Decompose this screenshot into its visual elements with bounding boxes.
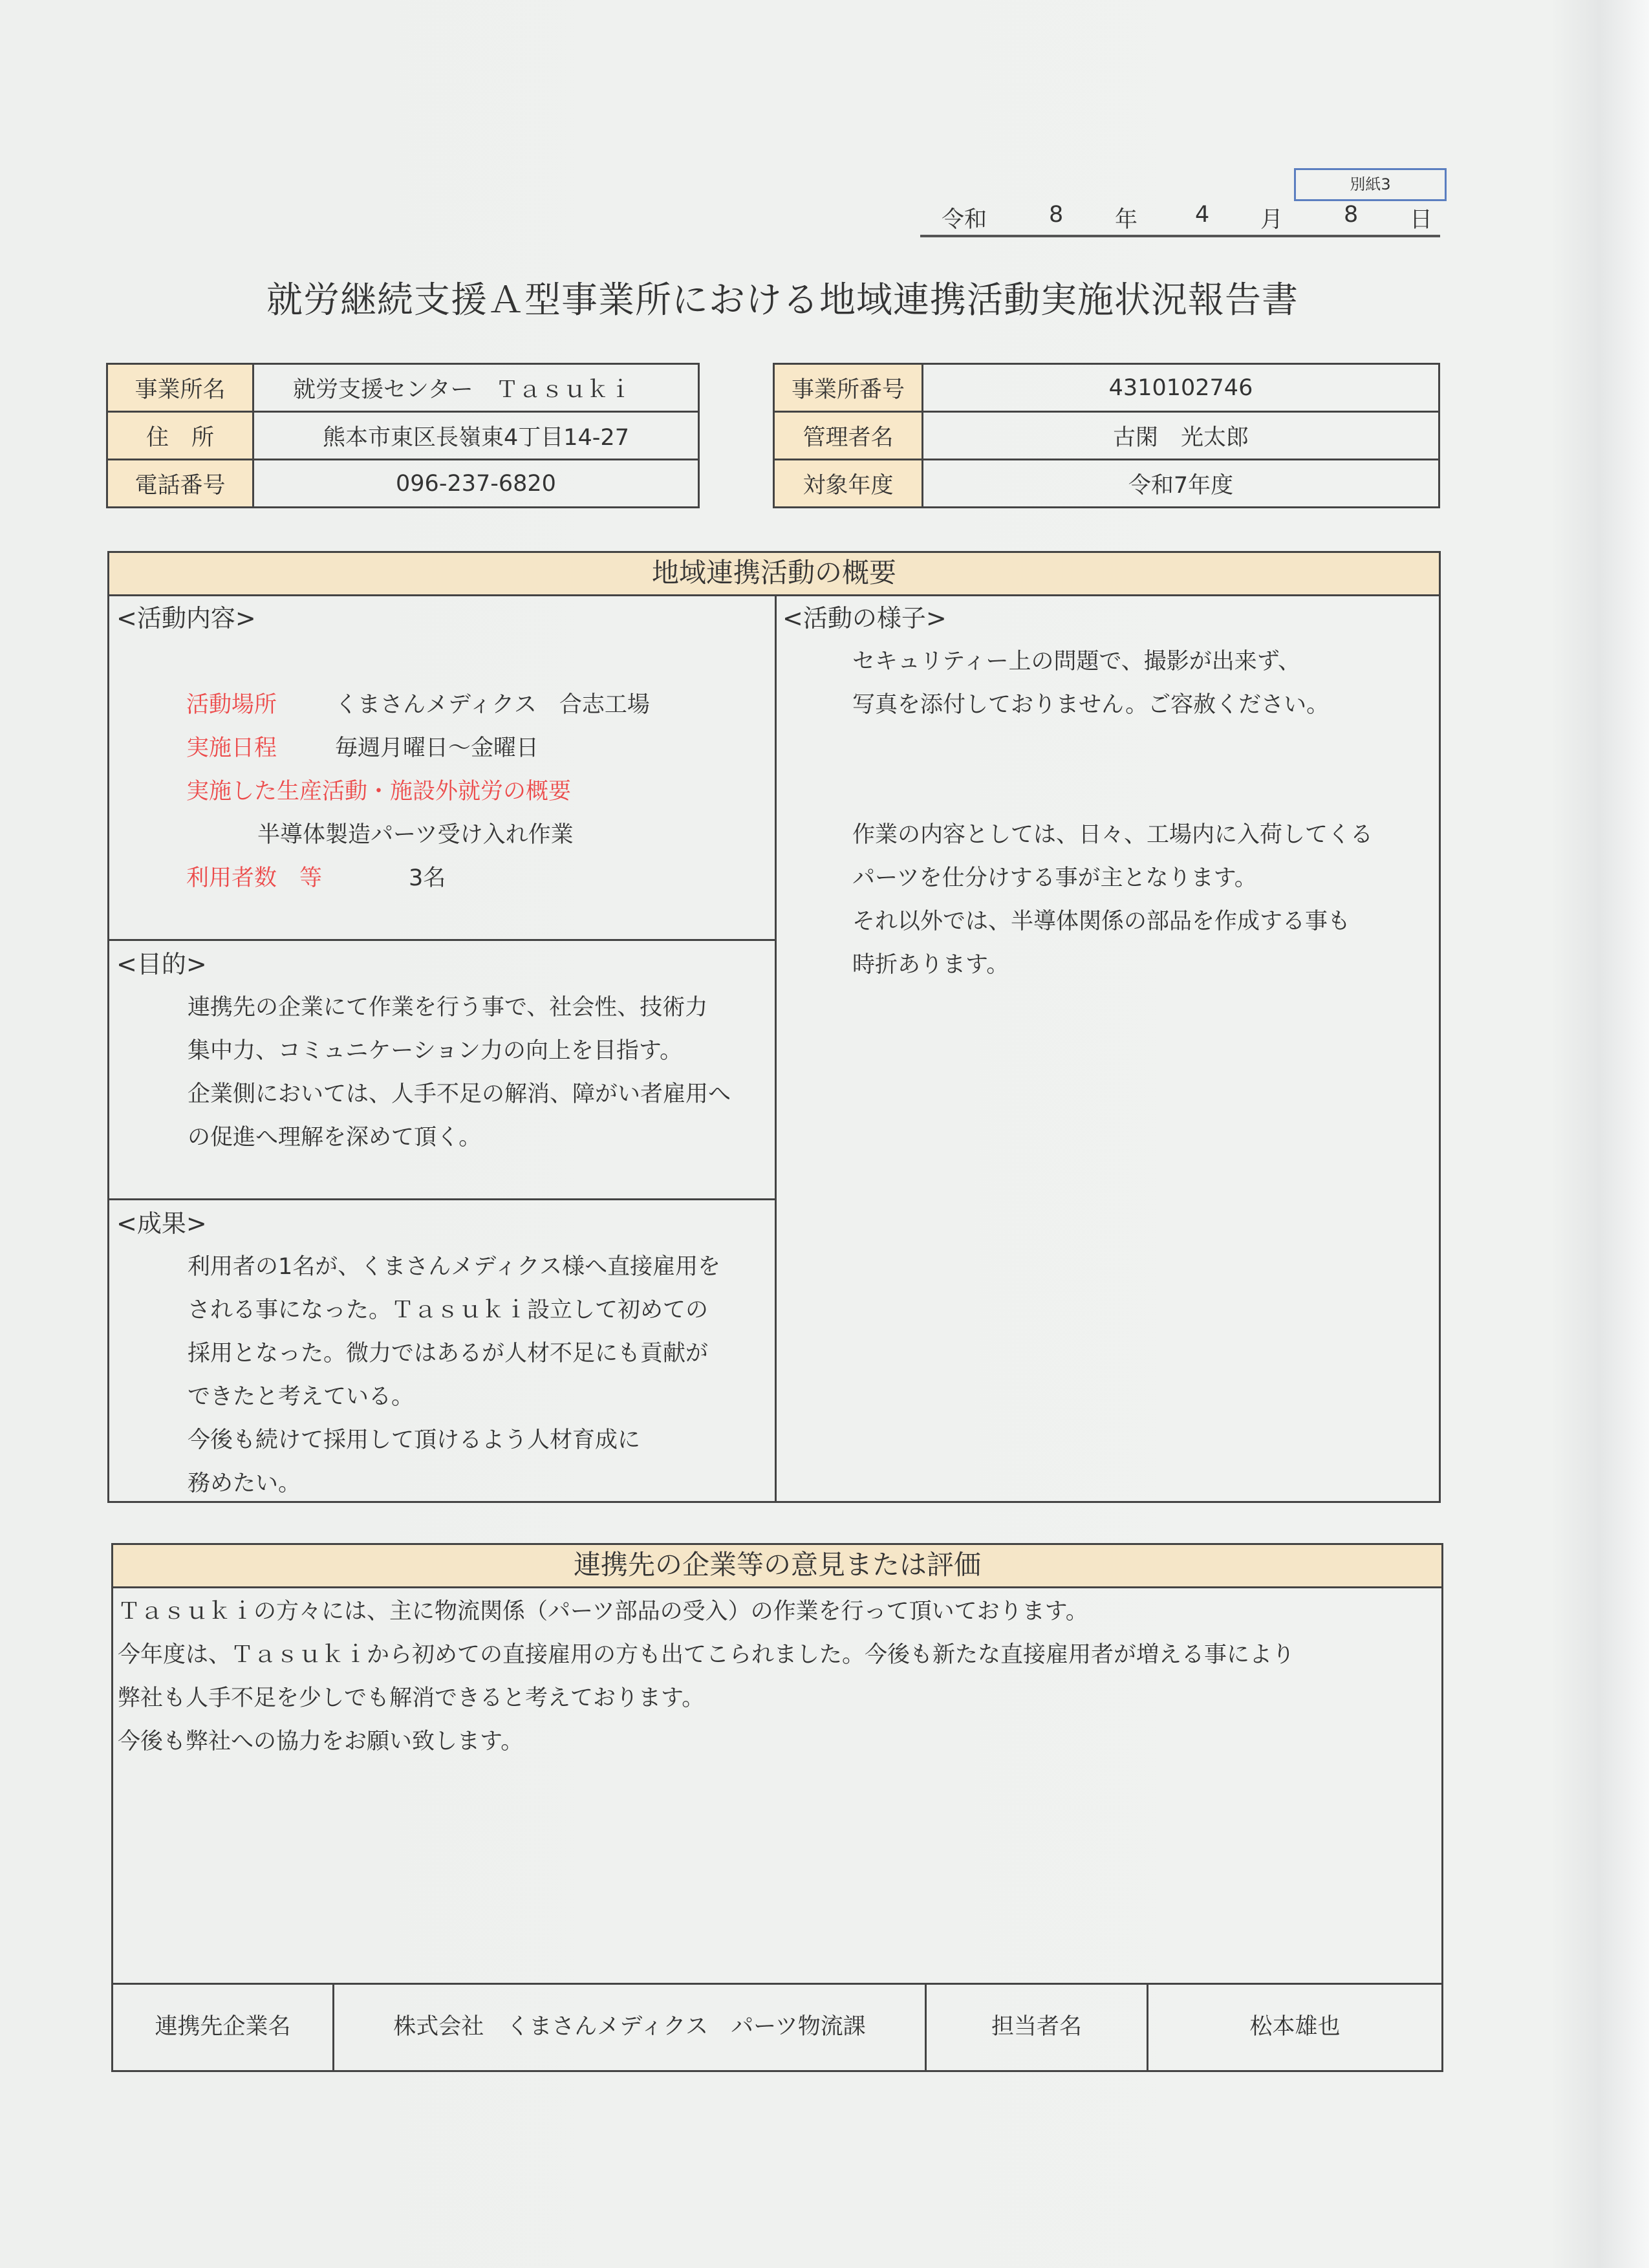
evaluation-footer-divider — [111, 1983, 1443, 1985]
purpose-line: 企業側においては、人手不足の解消、障がい者雇用へ — [188, 1081, 731, 1107]
contact-person-value: 松本雄也 — [1249, 2014, 1341, 2040]
production-label: 実施した生産活動・施設外就労の概要 — [186, 779, 572, 805]
scene-line: それ以外では、半導体関係の部品を作成する事も — [852, 909, 1351, 934]
office-name-label: 事業所名 — [107, 364, 253, 412]
manager-value: 古閑 光太郎 — [923, 412, 1439, 460]
evaluation-line: 今年度は、Ｔａｓｕｋｉから初めての直接雇用の方も出てこられました。今後も新たな直接雇用者が増える事により — [118, 1642, 1295, 1668]
purpose-result-divider — [107, 1198, 776, 1200]
purpose-line: 集中力、コミュニケーション力の向上を目指す。 — [188, 1038, 683, 1064]
manager-label: 管理者名 — [774, 412, 923, 460]
result-line: 利用者の1名が、くまさんメディクス様へ直接雇用を — [188, 1254, 721, 1280]
purpose-line: 連携先の企業にて作業を行う事で、社会性、技術力 — [188, 995, 708, 1021]
contact-person-label: 担当者名 — [991, 2014, 1082, 2040]
result-line: 採用となった。微力ではあるが人材不足にも貢献が — [188, 1341, 709, 1366]
date-underline — [920, 235, 1440, 237]
scene-heading: <活動の様子> — [782, 604, 947, 632]
activity-purpose-divider — [107, 939, 776, 941]
result-heading: <成果> — [116, 1209, 207, 1238]
evaluation-header: 連携先の企業等の意見または評価 — [111, 1543, 1443, 1588]
date-day-unit: 日 — [1410, 207, 1433, 233]
phone-value: 096-237-6820 — [253, 460, 699, 508]
date-day: 8 — [1344, 202, 1359, 228]
date-month-unit: 月 — [1260, 207, 1284, 233]
office-name-value: 就労支援センター Ｔａｓｕｋｉ — [253, 364, 699, 412]
evaluation-line: 今後も弊社への協力をお願い致します。 — [118, 1729, 524, 1755]
office-number-label: 事業所番号 — [774, 364, 923, 412]
scene-line: 時折あります。 — [852, 952, 1009, 978]
scene-line: 作業の内容としては、日々、工場内に入荷してくる — [852, 822, 1374, 848]
target-year-value: 令和7年度 — [923, 460, 1439, 508]
purpose-line: の促進へ理解を深めて頂く。 — [188, 1125, 482, 1150]
date-year: 8 — [1049, 202, 1064, 228]
result-line: される事になった。Ｔａｓｕｋｉ設立して初めての — [188, 1297, 709, 1323]
address-value: 熊本市東区長嶺東4丁目14-27 — [253, 412, 699, 460]
evaluation-line: Ｔａｓｕｋｉの方々には、主に物流関係（パーツ部品の受入）の作業を行って頂いております。 — [118, 1599, 1088, 1625]
evaluation-line: 弊社も人手不足を少しでも解消できると考えております。 — [118, 1685, 705, 1711]
overview-header: 地域連携活動の概要 — [107, 551, 1441, 596]
place-label: 活動場所 — [186, 692, 277, 718]
purpose-heading: <目的> — [116, 950, 207, 978]
users-value: 3名 — [409, 865, 446, 891]
partner-company-label: 連携先企業名 — [155, 2014, 291, 2040]
address-label: 住 所 — [107, 412, 253, 460]
scene-line: 写真を添付しておりません。ご容赦ください。 — [852, 692, 1330, 718]
scene-line: パーツを仕分けする事が主となります。 — [852, 865, 1257, 891]
office-meta-table — [773, 363, 1440, 508]
result-line: 務めたい。 — [188, 1471, 301, 1496]
result-line: 今後も続けて採用して頂けるよう人材育成に — [188, 1427, 641, 1453]
place-value: くまさんメディクス 合志工場 — [335, 692, 650, 718]
schedule-value: 毎週月曜日～金曜日 — [335, 735, 539, 761]
office-info-table — [106, 363, 700, 508]
overview-column-divider — [775, 595, 777, 1502]
date-month: 4 — [1195, 202, 1210, 228]
production-value: 半導体製造パーツ受け入れ作業 — [257, 822, 574, 848]
attachment-label: 別紙3 — [1294, 168, 1447, 201]
partner-company-value: 株式会社 くまさんメディクス パーツ物流課 — [393, 2014, 866, 2040]
result-line: できたと考えている。 — [188, 1384, 415, 1410]
activity-heading: <活動内容> — [116, 604, 256, 632]
target-year-label: 対象年度 — [774, 460, 923, 508]
date-era: 令和 — [942, 207, 987, 233]
schedule-label: 実施日程 — [186, 735, 277, 761]
document-title: 就労継続支援Ａ型事業所における地域連携活動実施状況報告書 — [266, 279, 1299, 321]
users-label: 利用者数 等 — [186, 865, 323, 891]
office-number-value: 4310102746 — [923, 364, 1439, 412]
date-year-unit: 年 — [1115, 207, 1138, 233]
phone-label: 電話番号 — [107, 460, 253, 508]
scene-line: セキュリティー上の問題で、撮影が出来ず、 — [852, 649, 1301, 675]
